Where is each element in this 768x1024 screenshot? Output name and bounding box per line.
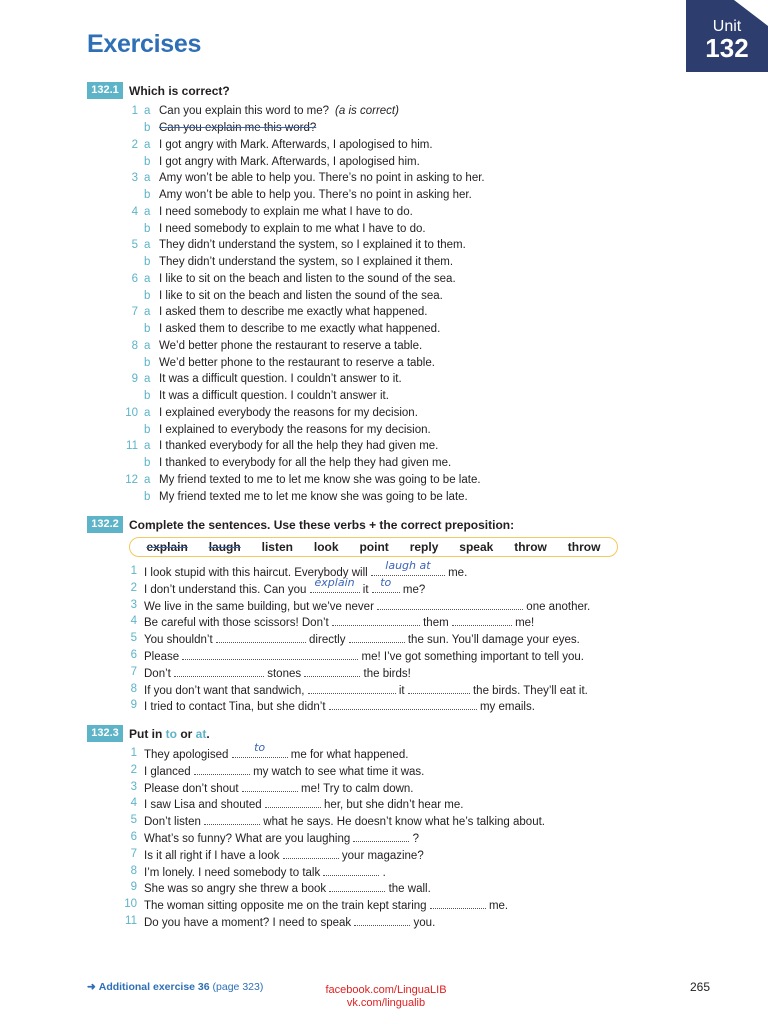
option-line-b: [87, 120, 687, 137]
item-number: 3: [131, 172, 138, 184]
option-line-b: [87, 321, 687, 338]
option-letter-a: a: [144, 272, 151, 285]
option-a-sentence: I thanked everybody for all the help they had given me.: [159, 440, 439, 452]
option-b-sentence: My friend texted me to let me know she was going to be late.: [159, 490, 468, 503]
answer-gap[interactable]: [174, 664, 264, 677]
option-a-sentence: I asked them to describe me exactly what happened.: [159, 306, 428, 318]
arrow-right-icon: ➜: [87, 981, 96, 993]
item-number: 6: [130, 649, 137, 661]
option-line-a: [87, 103, 687, 120]
sentence-line: [87, 879, 687, 896]
sentence-line: [87, 741, 687, 762]
answer-gap[interactable]: [353, 829, 409, 842]
answer-gap[interactable]: [329, 879, 385, 892]
option-letter-b: b: [144, 323, 151, 335]
sentence-part: it: [395, 684, 408, 697]
title-at: at: [195, 726, 207, 741]
item-number: 12: [125, 473, 138, 486]
verb-look: look: [313, 540, 339, 554]
option-line-a: [87, 204, 687, 221]
item-number: 11: [125, 915, 137, 927]
option-line-a: [87, 405, 687, 422]
item-number: 3: [130, 780, 137, 793]
answer-gap[interactable]: [232, 741, 288, 758]
sentence-part: the sun. You’ll damage your eyes.: [404, 634, 580, 647]
sentence-part: me for what happened.: [287, 749, 409, 761]
answer-gap[interactable]: [349, 630, 405, 643]
verb-throw: throw: [567, 540, 601, 554]
section-heading-132-2: [87, 516, 514, 533]
option-letter-b: b: [144, 390, 151, 402]
watermark: [320, 984, 452, 1010]
title-or: or: [177, 726, 196, 741]
option-a-sentence: I got angry with Mark. Afterwards, I apologised to him.: [159, 138, 433, 151]
option-a-text: [159, 271, 456, 288]
sentence-part: the birds. They’ll eat it.: [469, 684, 588, 697]
item-number: 7: [131, 306, 138, 318]
option-letter-a: a: [144, 406, 151, 419]
sentence-line: [87, 829, 687, 846]
option-letter-a: a: [144, 440, 151, 452]
option-a-text: [159, 371, 402, 388]
answer-gap[interactable]: [304, 664, 360, 677]
option-a-text: [159, 170, 485, 187]
unit-number: 132: [705, 33, 749, 63]
answer-gap[interactable]: [452, 613, 512, 626]
additional-exercise-page: (page 323): [212, 981, 264, 993]
answer-gap[interactable]: [408, 681, 470, 694]
option-letter-a: a: [144, 306, 151, 318]
watermark-line-2: vk.com/lingualib: [346, 997, 426, 1009]
item-number: 4: [130, 797, 137, 810]
option-a-sentence: Can you explain this word to me?: [159, 105, 330, 117]
item-number: 2: [130, 763, 137, 776]
item-number: 1: [131, 105, 138, 117]
option-letter-a: a: [144, 105, 151, 117]
option-letter-a: a: [144, 138, 151, 151]
sentence-part: my watch to see what time it was.: [249, 765, 425, 778]
sentence-part: Please: [144, 651, 183, 663]
sentence-part: her, but she didn’t hear me.: [320, 799, 464, 812]
option-letter-a: a: [144, 239, 151, 251]
option-b-sentence: I got angry with Mark. Afterwards, I apologised him.: [159, 155, 420, 168]
sentence-line: [87, 613, 687, 630]
verb-box: [129, 537, 618, 557]
option-line-b: [87, 489, 687, 506]
option-a-sentence: We’d better phone the restaurant to reserve a table.: [159, 339, 423, 352]
sentence-part: If you don’t want that sandwich,: [144, 684, 308, 697]
option-line-a: [87, 304, 687, 321]
handwritten-answer: laugh at: [385, 559, 431, 572]
option-letter-a: a: [144, 339, 151, 352]
answer-gap[interactable]: [283, 846, 339, 859]
item-number: 5: [130, 814, 137, 827]
item-number: 7: [130, 665, 137, 678]
unit-tab-corner: [734, 0, 768, 26]
option-a-text: [159, 137, 433, 154]
item-number: 5: [130, 632, 137, 645]
option-a-sentence: My friend texted to me to let me know she was going to be late.: [159, 473, 481, 486]
option-b-sentence: We’d better phone to the restaurant to reserve a table.: [159, 356, 435, 369]
sentence-part: I glanced: [144, 765, 194, 778]
sentence-part: .: [379, 866, 386, 879]
option-letter-b: b: [144, 490, 151, 503]
sentence-line: [87, 647, 687, 664]
item-number: 10: [125, 406, 138, 419]
option-a-text: [159, 103, 399, 120]
option-b-sentence: Can you explain me this word?: [159, 122, 317, 134]
sentence-part: stones: [264, 667, 305, 680]
section-heading-132-3: [87, 725, 210, 742]
sentence-part: I don’t understand this. Can you: [144, 583, 310, 596]
option-letter-b: b: [144, 289, 151, 302]
sentence-part: What’s so funny? What are you laughing: [144, 833, 354, 845]
item-number: 2: [131, 138, 138, 151]
sentence-text: [144, 697, 535, 716]
sentence-part: You shouldn’t: [144, 634, 216, 647]
section-title: Complete the sentences. Use these verbs + the correct preposition:: [129, 517, 515, 532]
option-line-a: [87, 472, 687, 489]
section-title: Which is correct?: [129, 83, 230, 98]
option-a-sentence: I explained everybody the reasons for my decision.: [159, 406, 418, 419]
answer-gap[interactable]: [265, 795, 321, 808]
answer-gap[interactable]: [242, 779, 298, 792]
option-line-b: [87, 355, 687, 372]
answer-note: (a is correct): [335, 105, 399, 117]
handwritten-answer: to: [254, 741, 266, 754]
item-number: 9: [130, 881, 137, 894]
sentence-part: me.: [444, 567, 468, 579]
unit-label: Unit: [712, 18, 742, 35]
option-b-sentence: Amy won’t be able to help you. There’s no point in asking her.: [159, 189, 472, 201]
option-a-text: [159, 338, 422, 355]
additional-exercise-link[interactable]: [87, 981, 263, 993]
answer-gap[interactable]: [182, 647, 358, 660]
option-a-sentence: It was a difficult question. I couldn’t answer to it.: [159, 373, 402, 385]
option-b-sentence: They didn’t understand the system, so I explained it them.: [159, 256, 454, 268]
answer-gap[interactable]: [194, 762, 250, 775]
option-line-b: [87, 254, 687, 271]
answer-gap[interactable]: [332, 613, 420, 626]
sentence-part: They apologised: [144, 749, 232, 761]
sentence-part: the wall.: [385, 883, 431, 896]
option-line-b: [87, 288, 687, 305]
sentence-line: [87, 681, 687, 698]
item-number: 10: [124, 898, 137, 911]
sentence-line: [87, 597, 687, 614]
sentence-part: She was so angry she threw a book: [144, 883, 330, 896]
option-letter-a: a: [144, 373, 151, 385]
option-line-a: [87, 338, 687, 355]
option-letter-b: b: [144, 222, 151, 235]
option-line-b: [87, 388, 687, 405]
option-letter-b: b: [144, 423, 151, 436]
option-b-sentence: I asked them to describe to me exactly what happened.: [159, 323, 441, 335]
option-b-sentence: I like to sit on the beach and listen the sound of the sea.: [159, 289, 443, 302]
option-letter-b: b: [144, 356, 151, 369]
sentence-line: [87, 575, 687, 597]
answer-gap[interactable]: [204, 812, 260, 825]
verb-speak: speak: [459, 540, 494, 554]
sentence-line: [87, 779, 687, 796]
verb-throw: throw: [514, 540, 547, 554]
answer-gap[interactable]: [310, 575, 360, 593]
sentence-line: [87, 795, 687, 812]
sentence-part: We live in the same building, but we’ve never: [144, 600, 378, 613]
sentence-part: one another.: [523, 600, 591, 613]
sentence-part: Please don’t shout: [144, 782, 242, 795]
additional-exercise-label: Additional exercise 36: [98, 981, 210, 993]
option-line-b: [87, 455, 687, 472]
option-a-text: [159, 304, 428, 321]
answer-gap[interactable]: [329, 697, 477, 710]
verb-laugh: laugh: [208, 540, 241, 554]
option-b-sentence: It was a difficult question. I couldn’t answer it.: [159, 390, 389, 402]
item-number: 1: [130, 747, 137, 759]
item-number: 6: [130, 831, 137, 843]
sentence-part: me! I’ve got something important to tell you.: [358, 651, 584, 663]
sentence-part: Don’t: [144, 667, 175, 680]
option-a-text: [159, 438, 438, 455]
option-letter-a: a: [144, 473, 151, 486]
sentence-line: [87, 697, 687, 714]
sentence-part: my emails.: [476, 701, 535, 714]
item-number: 2: [130, 581, 137, 594]
sentence-part: it: [359, 583, 372, 596]
verb-listen: listen: [261, 540, 293, 554]
option-line-a: [87, 137, 687, 154]
option-line-a: [87, 438, 687, 455]
title-to: to: [165, 726, 177, 741]
sentence-part: I’m lonely. I need somebody to talk: [144, 866, 324, 879]
sentence-part: your magazine?: [338, 849, 424, 862]
unit-tab: [686, 0, 768, 72]
option-a-text: [159, 204, 413, 221]
option-letter-b: b: [144, 155, 151, 168]
option-line-a: [87, 170, 687, 187]
sentence-line: [87, 762, 687, 779]
option-letter-a: a: [144, 172, 151, 184]
option-line-b: [87, 422, 687, 439]
option-b-sentence: I need somebody to explain to me what I have to do.: [159, 222, 426, 235]
option-a-sentence: Amy won’t be able to help you. There’s no point in asking to her.: [159, 172, 485, 184]
item-number: 11: [126, 440, 138, 452]
option-b-sentence: I thanked to everybody for all the help they had given me.: [159, 457, 452, 469]
option-line-a: [87, 371, 687, 388]
sentence-part: what he says. He doesn’t know what he’s talking about.: [260, 816, 545, 829]
answer-gap[interactable]: [372, 575, 400, 593]
item-number: 1: [130, 565, 137, 577]
sentence-part: me?: [399, 583, 426, 596]
option-letter-b: b: [144, 189, 151, 201]
option-a-text: [159, 237, 466, 254]
item-number: 7: [130, 847, 137, 860]
option-line-b: [87, 154, 687, 171]
verb-point: point: [359, 540, 389, 554]
sentence-part: you.: [410, 917, 436, 929]
section-title: [129, 727, 210, 741]
item-number: 5: [131, 239, 138, 251]
answer-gap[interactable]: [308, 681, 396, 694]
item-number: 4: [131, 205, 138, 218]
sentence-text: [144, 913, 435, 932]
option-a-sentence: They didn’t understand the system, so I explained it to them.: [159, 239, 466, 251]
option-letter-a: a: [144, 205, 151, 218]
item-number: 8: [130, 864, 137, 877]
sentence-part: the birds!: [360, 667, 411, 680]
option-a-text: [159, 472, 481, 489]
page-number: 265: [690, 980, 711, 994]
answer-gap[interactable]: [377, 597, 523, 610]
answer-gap[interactable]: [323, 863, 379, 876]
sentence-part: ?: [409, 833, 420, 845]
page-title: Exercises: [87, 30, 202, 58]
sentence-part: me!: [511, 617, 535, 630]
sentence-line: [87, 896, 687, 913]
item-number: 9: [131, 373, 138, 385]
handwritten-answer: explain: [314, 575, 355, 589]
sentence-line: [87, 913, 687, 930]
option-line-a: [87, 271, 687, 288]
watermark-line-1: facebook.com/LinguaLIB: [325, 984, 447, 996]
sentence-part: Be careful with those scissors! Don’t: [144, 617, 332, 630]
sentence-part: me.: [485, 900, 509, 913]
sentence-part: me! Try to calm down.: [297, 782, 414, 795]
sentence-part: Do you have a moment? I need to speak: [144, 917, 355, 929]
handwritten-answer: to: [380, 575, 392, 589]
section-heading-132-1: [87, 82, 230, 99]
item-number: 6: [131, 272, 138, 285]
sentence-part: I saw Lisa and shouted: [144, 799, 265, 812]
sentence-line: [87, 812, 687, 829]
option-line-b: [87, 221, 687, 238]
sentence-part: Don’t listen: [144, 816, 205, 829]
item-number: 8: [130, 682, 137, 695]
option-b-sentence: I explained to everybody the reasons for my decision.: [159, 423, 431, 436]
sentence-line: [87, 863, 687, 880]
option-a-text: [159, 405, 418, 422]
title-end: .: [206, 726, 210, 741]
sentence-part: them: [419, 617, 452, 630]
sentence-line: [87, 664, 687, 681]
option-letter-b: b: [144, 122, 151, 134]
sentence-part: I look stupid with this haircut. Everybody will: [144, 567, 371, 579]
option-line-b: [87, 187, 687, 204]
section-number: 132.3: [87, 725, 123, 742]
title-put: Put in: [129, 726, 166, 741]
section-number: 132.1: [87, 82, 123, 99]
sentence-part: directly: [305, 634, 349, 647]
item-number: 8: [131, 339, 138, 352]
sentence-part: The woman sitting opposite me on the train kept staring: [144, 900, 430, 913]
option-line-a: [87, 237, 687, 254]
verb-reply: reply: [409, 540, 439, 554]
answer-gap[interactable]: [430, 896, 486, 909]
sentence-part: I tried to contact Tina, but she didn’t: [144, 701, 329, 714]
item-number: 4: [130, 615, 137, 628]
section-number: 132.2: [87, 516, 123, 533]
answer-gap[interactable]: [354, 913, 410, 926]
sentence-part: Is it all right if I have a look: [144, 849, 283, 862]
verb-explain: explain: [146, 540, 188, 554]
option-letter-b: b: [144, 457, 151, 469]
option-a-sentence: I need somebody to explain me what I have to do.: [159, 205, 413, 218]
item-number: 9: [130, 699, 137, 712]
item-number: 3: [130, 598, 137, 611]
sentence-line: [87, 630, 687, 647]
answer-gap[interactable]: [216, 630, 306, 643]
sentence-line: [87, 846, 687, 863]
option-a-sentence: I like to sit on the beach and listen to the sound of the sea.: [159, 272, 456, 285]
option-letter-b: b: [144, 256, 151, 268]
